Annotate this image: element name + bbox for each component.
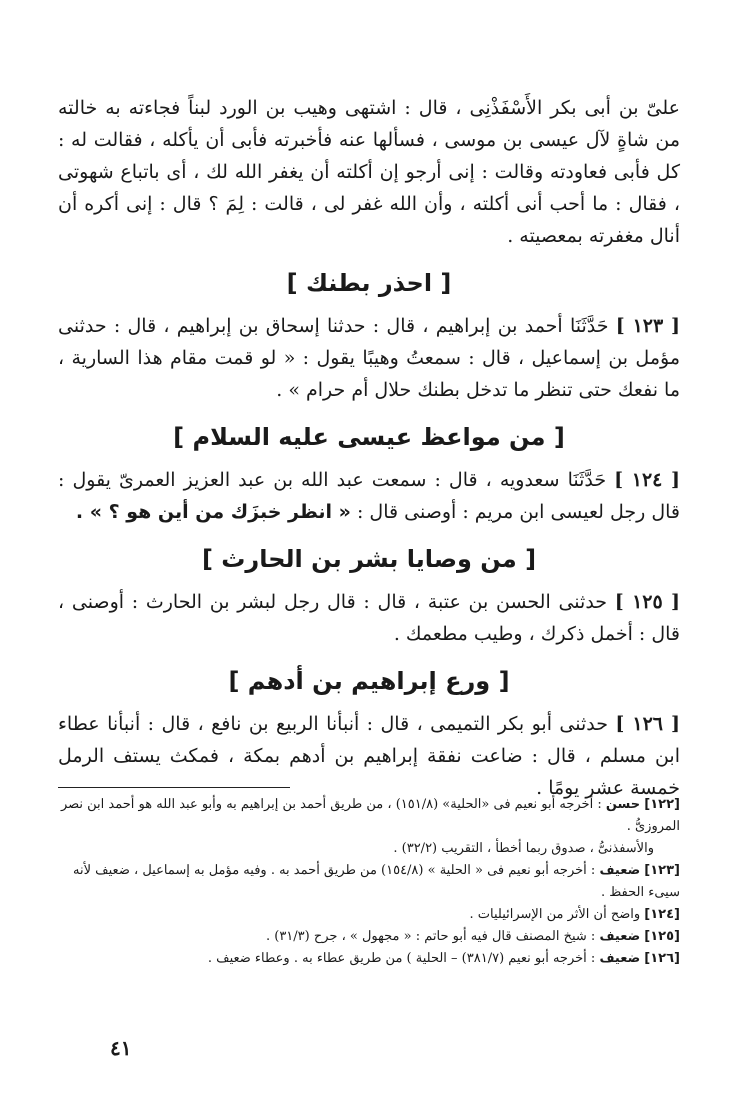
narration-124: [58, 464, 680, 528]
footnote-grade: ضعيف: [599, 929, 641, 944]
footnote-126: [58, 948, 680, 970]
footnote-text: والأسفذنىُّ ، صدوق ربما أخطأ ، التقريب (٣٢/٢) .: [393, 841, 654, 856]
narration-125: [58, 586, 680, 650]
section-heading-1: [ احذر بطنك ]: [286, 269, 452, 297]
footnote-number: [١٢٢]: [644, 797, 680, 812]
footnote-text: : شيخ المصنف قال فيه أبو حاتم : « مجهول » ، جرح (٣١/٣) .: [265, 929, 596, 944]
footnotes: [58, 794, 680, 970]
main-text: [58, 92, 680, 804]
narration-text: حَدَّثَنَا سعدويه ، قال : سمعت عبد الله بن عبد العزيز العمرىّ يقول : قال رجل لعيسى ابن مريم : أوصنى قال :: [58, 469, 680, 523]
footnote-grade: حسن: [605, 797, 641, 812]
intro-paragraph: علىّ بن أبى بكر الأَسْفَذْنِى ، قال : اشتهى وهيب بن الورد لبناً فجاءته به خالته من شاةٍ لآل عيسى بن موسى ، فسألها عنه فأخبرته فأبى أن يأكله ، فقالت له : كل فأبى فعاودته وقالت : إنى أرجو إن أكلته أن يغفر الله لك ، أى باتباع شهوتى ، فقال : ما أحب أنى أكلته ، وأن الله غفر لى ، قالت : لِمَ ؟ قال : إنى أكره أن أنال مغفرته بمعصيته .: [58, 97, 680, 247]
narration-number: [ ١٢٤ ]: [614, 469, 680, 491]
footnote-text: واضح أن الأثر من الإسرائيليات .: [469, 907, 641, 922]
section-heading-2: [ من مواعظ عيسى عليه السلام ]: [173, 423, 565, 451]
footnote-text: : أخرجه أبو نعيم فى «الحلية» (١٥١/٨) ، من طريق أحمد بن إبراهيم به وأبو عبد الله هو أحمد ابن نصر المروزىُّ .: [60, 797, 680, 834]
narration-text: حدثنى الحسن بن عتبة ، قال : قال رجل لبشر بن الحارث : أوصنى ، قال : أخمل ذكرك ، وطيب مطعمك .: [58, 591, 680, 645]
narration-bold-quote: « انظر خبزَك من أين هو ؟ » .: [75, 501, 351, 523]
narration-text: حَدَّثَنَا أحمد بن إبراهيم ، قال : حدثنا إسحاق بن إبراهيم ، قال : حدثنى مؤمل بن إسماعيل ، قال : سمعتُ وهيبًا يقول : « لو قمت مقام هذا السارية ، ما نفعك حتى تنظر ما تدخل بطنك حلال أم حرام » .: [58, 315, 680, 401]
narration-number: [ ١٢٦ ]: [615, 713, 681, 735]
section-heading-4: [ ورع إبراهيم بن أدهم ]: [228, 667, 510, 695]
footnote-number: [١٢٤]: [644, 907, 680, 922]
footnote-text: : أخرجه أبو نعيم فى « الحلية » (١٥٤/٨) من طريق أحمد به . وفيه مؤمل به إسماعيل ، ضعيف لأنه سيىء الحفظ .: [73, 863, 680, 900]
footnote-grade: ضعيف: [599, 951, 641, 966]
footnote-124: [58, 904, 680, 926]
footnote-grade: ضعيف: [599, 863, 641, 878]
footnote-125: [58, 926, 680, 948]
footnote-number: [١٢٦]: [644, 951, 680, 966]
section-heading-3: [ من وصايا بشر بن الحارث ]: [201, 545, 537, 573]
footnote-text: : أخرجه أبو نعيم (٣٨١/٧) – الحلية ) من طريق عطاء به . وعطاء ضعيف .: [207, 951, 596, 966]
footnote-122: [58, 794, 680, 838]
narration-text: حدثنى أبو بكر التميمى ، قال : أنبأنا الربيع بن نافع ، قال : أنبأنا عطاء ابن مسلم ، قال : ضاعت نفقة إبراهيم بن أدهم بمكة ، فمكث يستف الرمل خمسة عشر يومًا .: [58, 713, 680, 799]
narration-123: [58, 310, 680, 406]
narration-126: [58, 708, 680, 804]
footnote-number: [١٢٥]: [644, 929, 680, 944]
footnote-number: [١٢٣]: [644, 863, 680, 878]
footnote-123: [58, 860, 680, 904]
footnote-122-continued: [58, 838, 680, 860]
footnote-separator: [58, 787, 290, 788]
narration-number: [ ١٢٥ ]: [614, 591, 680, 613]
page-number: ٤١: [110, 1036, 132, 1060]
narration-number: [ ١٢٣ ]: [615, 315, 681, 337]
